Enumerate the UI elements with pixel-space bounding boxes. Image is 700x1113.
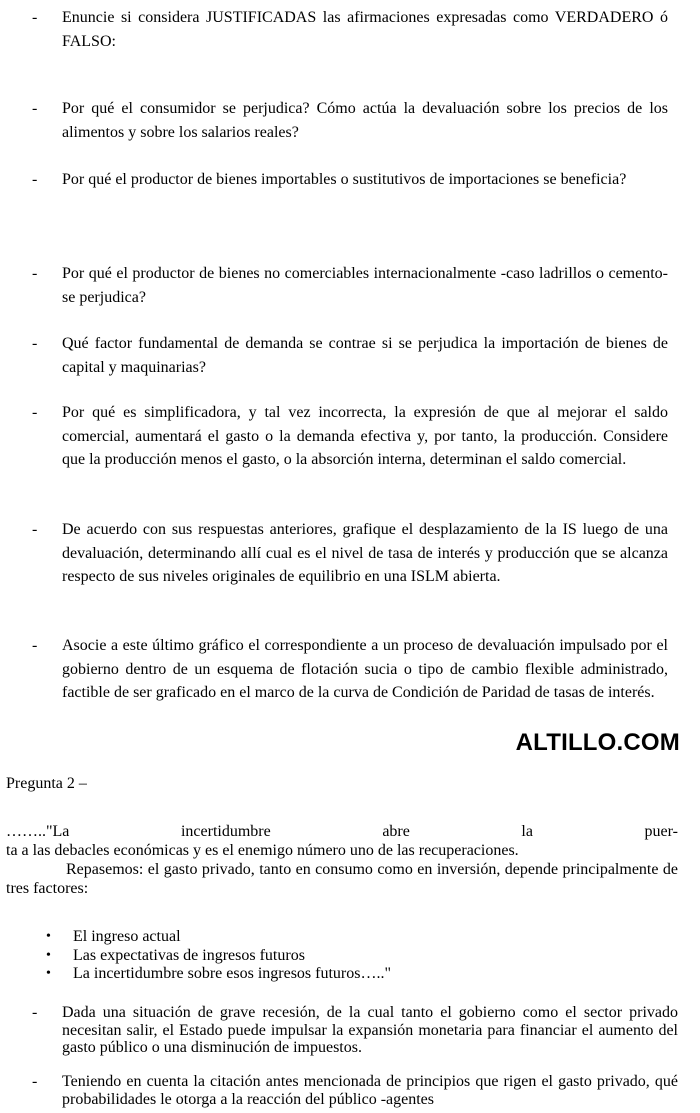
list-item-text: Qué factor fundamental de demanda se contrae si se perjudica la importación de bienes de capital y maquinarias? <box>62 335 668 376</box>
list-item-text: Por qué es simplificadora, y tal vez incorrecta, la expresión de que al mejorar el saldo comercial, aumentará el gasto o la demanda efectiva y, por tanto, la producción. Considere que la producción menos el gasto, o la absorción interna, determinan el saldo comercial. <box>62 404 668 468</box>
list-item <box>32 332 668 379</box>
list-item-text: Dada una situación de grave recesión, de la cual tanto el gobierno como el sector privado necesitan salir, el Estado puede impulsar la expansión monetaria para financiar el aumento del gasto público o una disminución de impuestos. <box>62 1004 678 1056</box>
dash-marker: - <box>32 335 38 352</box>
dash-marker: - <box>32 9 38 26</box>
factor-list <box>46 928 666 984</box>
list-item <box>32 401 668 472</box>
quote-word: …….."La <box>6 823 70 840</box>
question-title: Pregunta 2 – <box>6 775 87 792</box>
bullet-icon: • <box>46 966 51 981</box>
quote-word: puer- <box>644 823 678 840</box>
bullet-icon: • <box>46 929 51 944</box>
list-item-text: Por qué el productor de bienes importables o sustitutivos de importaciones se beneficia? <box>62 171 627 188</box>
list-item-text: Las expectativas de ingresos futuros <box>73 946 305 964</box>
dash-marker: - <box>32 637 38 654</box>
list-item <box>32 1004 678 1057</box>
list-item <box>46 928 666 947</box>
list-item-text: De acuerdo con sus respuestas anteriores, grafique el desplazamiento de la IS luego de una devaluación, determinando allí cual es el nivel de tasa de interés y producción que se alcanza respecto de sus niveles originales de equilibrio en una ISLM abierta. <box>62 521 668 585</box>
quote-first-line <box>6 822 678 841</box>
list-item-text: Asocie a este último gráfico el correspondiente a un proceso de devaluación impulsado por el gobierno dentro de un esquema de flotación sucia o tipo de cambio flexible administrado, factible de ser graficado en el marco de la curva de Condición de Paridad de tasas de interés. <box>62 637 668 701</box>
quote-word: abre <box>382 823 410 840</box>
list-item <box>32 518 668 589</box>
quote-continuation: ta a las debacles económicas y es el enemigo número uno de las recuperaciones. <box>6 842 519 859</box>
dash-marker: - <box>32 1073 38 1090</box>
dash-marker: - <box>32 1004 38 1021</box>
list-item-text: La incertidumbre sobre esos ingresos futuros….." <box>73 965 392 982</box>
list-item <box>32 634 668 705</box>
dash-marker: - <box>32 171 38 188</box>
list-item <box>32 1073 678 1108</box>
list-item-text: Enuncie si considera JUSTIFICADAS las afirmaciones expresadas como VERDADERO ó FALSO: <box>62 9 668 50</box>
list-item <box>46 947 666 966</box>
list-item-text: Teniendo en cuenta la citación antes mencionada de principios que rigen el gasto privado, qué probabilidades le otorga a la reacción del público -agentes <box>62 1073 678 1108</box>
brand-watermark: ALTILLO.COM <box>515 729 680 756</box>
dash-marker: - <box>32 404 38 421</box>
list-item <box>32 168 668 192</box>
dash-marker: - <box>32 265 38 282</box>
dash-marker: - <box>32 521 38 538</box>
list-item <box>32 262 668 309</box>
list-item-text: Por qué el productor de bienes no comerciables internacionalmente -caso ladrillos o cemento- se perjudica? <box>62 265 668 306</box>
list-item <box>32 97 668 144</box>
quote-word: incertidumbre <box>180 823 271 840</box>
list-item <box>46 965 666 984</box>
quote-word: la <box>521 823 533 840</box>
quote-block <box>6 822 678 898</box>
list-item-text: El ingreso actual <box>73 928 181 945</box>
bullet-icon: • <box>46 947 51 963</box>
dash-marker: - <box>32 100 38 117</box>
list-item <box>32 6 668 53</box>
quote-paragraph: Repasemos: el gasto privado, tanto en consumo como en inversión, depende principalmente de tres factores: <box>6 861 678 897</box>
list-item-text: Por qué el consumidor se perjudica? Cómo actúa la devaluación sobre los precios de los alimentos y sobre los salarios reales? <box>62 100 668 141</box>
